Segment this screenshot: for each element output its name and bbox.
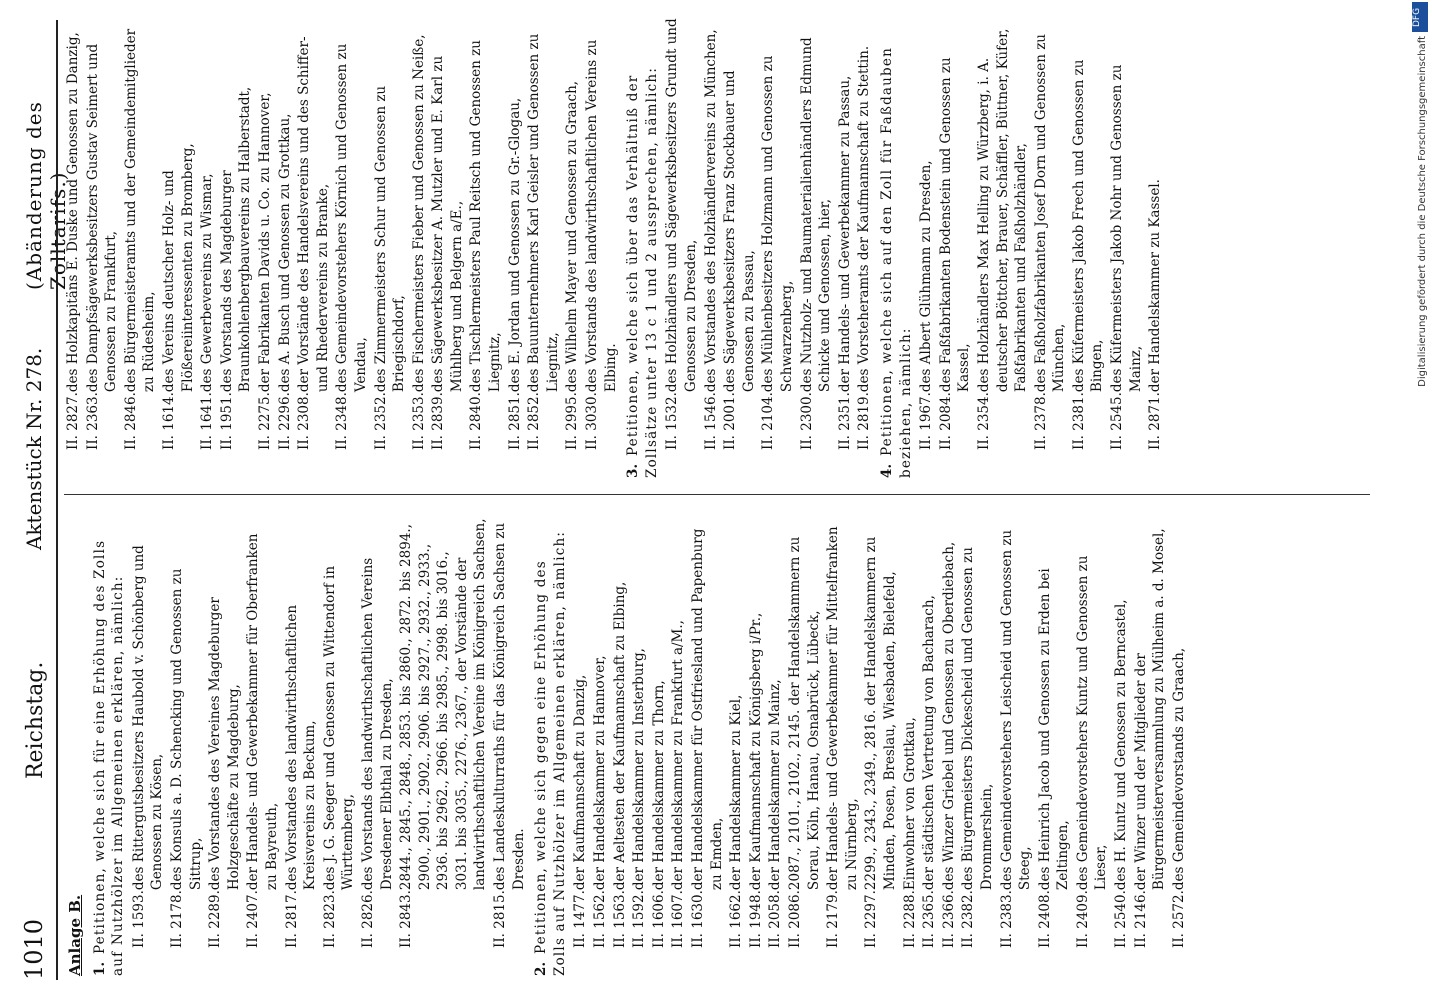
petition-id: II. 1614. — [160, 392, 177, 450]
petition-text: des Vorstands des landwirthschaftlichen Vereins Dresdener Elbthal zu Dresden, — [359, 557, 395, 891]
petition-id: II. 2104. — [760, 392, 777, 450]
petition-id: II. 1562. — [592, 890, 609, 948]
petition-text: des Faßholzfabrikanten Josef Dorn und Genossen zu München, — [1032, 34, 1068, 393]
petition-id: II. 2826. — [359, 890, 376, 948]
petition-text: des Bürgermeisters Dickescheid und Genossen zu Drommershein, — [960, 547, 995, 891]
petition-text: des Bauunternehmers Karl Geisler und Genossen zu Liegnitz, — [526, 33, 561, 393]
petition-id: II. 2817. — [283, 890, 300, 948]
running-head-right: (Abänderung des Zolltarifs.) — [22, 101, 70, 290]
petition-entry — [998, 516, 1035, 976]
petition-entry — [798, 18, 835, 478]
petition-id: II. 2572. — [1170, 890, 1187, 948]
petition-text: des Albert Glühmann zu Dresden, — [918, 160, 935, 393]
petition-entry — [84, 18, 121, 478]
petition-entry — [168, 516, 205, 976]
petition-entry — [1074, 516, 1111, 976]
petition-entry — [1112, 516, 1131, 976]
section-number: 2. — [533, 961, 550, 976]
petition-entry — [727, 516, 746, 976]
petition-text: des Gemeindevorstehers Körnich und Genossen zu Vendau, — [334, 43, 369, 393]
section-heading: Petitionen, welche sich über das Verhältniß der Zollsätze unter 13 c 1 und 2 aussprechen, nämlich: — [625, 66, 660, 478]
petition-id: II. 2178. — [168, 890, 185, 948]
petition-text: des Gewerbevereins zu Wismar, — [199, 173, 216, 393]
petition-text: des Vereins deutscher Holz- und Flößereiinteressenten zu Bromberg, — [160, 143, 196, 393]
petition-entry — [276, 18, 295, 478]
petition-entry — [1146, 18, 1165, 478]
petition-text: des Winzer Griebel und Genossen zu Oberdiebach, — [940, 541, 957, 891]
petition-entry — [429, 18, 466, 478]
petition-text: des H. Kuntz und Genossen zu Berncastel, — [1113, 599, 1130, 891]
petition-text: des Rittergutsbesitzers Haubold v. Schönberg und Genossen zu Kösen, — [130, 545, 166, 891]
petition-id: II. 2383. — [998, 890, 1015, 948]
petition-text: der Fabrikanten Davids u. Co. zu Hannover, — [256, 92, 273, 393]
petition-text: des Faßfabrikanten Bodenstein und Genossen zu Kassel, — [937, 57, 973, 393]
petition-id: II. 2179. — [825, 890, 842, 948]
header-rule — [56, 20, 58, 980]
petition-text: der Kaufmannschaft zu Danzig, — [572, 674, 589, 891]
petition-text: der Handelskammer zu Mainz, — [767, 679, 784, 891]
petition-id: II. 2871. — [1147, 392, 1164, 450]
running-head-center: Aktenstück Nr. 278. — [22, 347, 46, 550]
petition-entry — [669, 516, 688, 976]
right-column — [64, 18, 1166, 478]
petition-id: II. 2275. — [256, 392, 273, 450]
petition-text: des Gemeindevorstehers Kuntz und Genossen zu Lieser, — [1074, 555, 1110, 891]
petition-text: des Zimmermeisters Schur und Genossen zu Briegischdorf, — [372, 85, 408, 393]
dfg-badge — [1404, 2, 1430, 422]
petition-entry — [410, 18, 429, 478]
petition-entry — [786, 516, 823, 976]
petition-text: des Fischermeisters Fieber und Genossen zu Neiße, — [410, 34, 427, 393]
petition-text: des Küfermeisters Jakob Frech und Genossen zu Bingen, — [1070, 59, 1106, 393]
petition-text: des Holzhändlers Max Helling zu Würzberg, i. A. deutscher Böttcher, Brauer, Schäffler, Büttner, Küfer, Faßfabrikanten und Faßholzhändler, — [975, 28, 1030, 393]
petition-entry — [206, 516, 243, 976]
petition-entry — [295, 18, 332, 478]
petition-text: des Vorstands des landwirthschaftlichen Vereins zu Elbing. — [584, 39, 619, 393]
petition-text: der Handelskammer zu Hannover, — [592, 655, 609, 891]
petition-id: II. 2407. — [245, 890, 262, 948]
petition-entry — [747, 516, 766, 976]
running-head-left — [20, 662, 48, 980]
petition-id: II. 1630. — [690, 890, 706, 948]
petition-text: des J. G. Seeger und Genossen zu Wittendorf in Württemberg, — [321, 565, 357, 891]
petition-entry — [64, 18, 83, 478]
petition-text: des Tischlermeisters Paul Reitsch und Genossen zu Liegnitz, — [468, 40, 504, 393]
petition-id: II. 1532. — [664, 392, 681, 450]
petition-entry — [1132, 516, 1169, 976]
petition-id: II. 2846. — [122, 392, 139, 450]
anlage-heading: Anlage B. — [66, 894, 84, 976]
section-3 — [624, 18, 661, 478]
petition-text: der Handelskammer zu Frankfurt a/M., — [670, 620, 687, 891]
petition-id: II. 1967. — [918, 392, 935, 450]
petition-entry — [836, 18, 855, 478]
petition-id: II. 2545. — [1109, 392, 1126, 450]
section-1-entries — [130, 516, 528, 976]
petition-text: des Vorsteheramts der Kaufmannschaft zu Stettin. — [856, 45, 873, 393]
petition-text: des Landeskulturraths für das Königreich Sachsen zu Dresden. — [492, 522, 527, 891]
section-3-entries — [663, 18, 874, 478]
petition-entry — [218, 18, 255, 478]
petition-id: II. 2540. — [1113, 890, 1130, 948]
petition-entry — [506, 18, 525, 478]
petition-id: II. 2363. — [84, 392, 101, 450]
petition-text: des Gemeindevorstehers Leischeid und Genossen zu Steeg, — [998, 529, 1034, 891]
petition-text: der Handels- und Gewerbekammer für Oberfranken zu Bayreuth, — [245, 533, 280, 891]
petition-entry — [721, 18, 758, 478]
petition-entry — [689, 516, 726, 976]
petition-entry — [333, 18, 370, 478]
petition-text: des Nutzholz- und Baumaterialienhändlers Edmund Schicke und Genossen, hier, — [798, 37, 834, 393]
section-4 — [878, 18, 915, 478]
petition-id: II. 1563. — [611, 890, 628, 948]
petition-id: II. 2852. — [526, 392, 543, 450]
petition-text: der Handelskammer zu Insterburg, — [631, 648, 648, 891]
petition-id: II. 2288. — [901, 890, 918, 948]
petition-entry — [1032, 18, 1069, 478]
section-4-entries — [917, 18, 1165, 478]
petition-id: II. 1662. — [728, 890, 745, 948]
petition-entry — [359, 516, 396, 976]
section-number: 1. — [91, 961, 108, 976]
petition-text: der Winzer und der Mitglieder der Bürgermeisterversammlung zu Mülheim a. d. Mosel, — [1132, 528, 1168, 891]
petition-text: der Aeltesten der Kaufmannschaft zu Elbing, — [611, 581, 628, 891]
petition-entry — [663, 18, 700, 478]
petition-id: II. 2366. — [940, 890, 957, 948]
dfg-notice: Digitalisierung gefördert durch die Deutsche Forschungsgemeinschaft — [1417, 36, 1428, 387]
petition-id: II. 2354. — [975, 392, 992, 450]
petition-entry — [920, 516, 939, 976]
petition-id: II. 1606. — [650, 890, 667, 948]
petition-text: des Heinrich Jacob und Genossen zu Erden bei Zeltingen, — [1036, 568, 1072, 891]
petition-id: II. 2084. — [937, 392, 954, 450]
petition-entry — [283, 516, 320, 976]
petition-id: II. 2815. — [492, 890, 509, 948]
petition-id: II. 2995. — [564, 392, 581, 450]
petition-entry — [766, 516, 785, 976]
petition-id: II. 2819. — [856, 392, 873, 450]
petition-text: 2844., 2845., 2848., 2853. bis 2860., 2872. bis 2894., 2900., 2901., 2902., 2906. bis 2927., 2932., 2933., 2936. bis 2962., 2966. bis 2985., 2998. bis 3016., 3031. bis 3035., 2276., 2367., der Vorstände der landwirthschaftlichen Vereine im Königreich Sachsen, — [398, 518, 489, 891]
petition-entry — [583, 18, 620, 478]
petition-entry — [130, 516, 167, 976]
petition-id: II. 2058. — [767, 890, 784, 948]
petition-text: der Handelskammer zu Thorn, — [650, 680, 667, 891]
petition-id: II. 2408. — [1036, 890, 1053, 948]
petition-entry — [244, 516, 281, 976]
petition-id: II. 2086. — [786, 890, 803, 948]
petition-id: II. 3030. — [584, 392, 601, 450]
petition-id: II. 2365. — [921, 890, 938, 948]
section-number: 3. — [625, 463, 642, 478]
petition-entry — [1070, 18, 1107, 478]
petition-id: II. 2289. — [207, 890, 224, 948]
dfg-logo: DFG — [1412, 2, 1428, 32]
petition-text: des Sägewerksbesitzers Franz Stockbauer und Genossen zu Passau, — [722, 70, 757, 393]
column-divider — [64, 494, 1370, 495]
petition-text: des Küfermeisters Jakob Nohr und Genossen zu Mainz, — [1109, 64, 1144, 393]
petition-entry — [1170, 516, 1189, 976]
petition-entry — [937, 18, 974, 478]
petition-entry — [563, 18, 582, 478]
petition-entry — [901, 516, 920, 976]
petition-entry — [397, 516, 490, 976]
petition-text: des Wilhelm Mayer und Genossen zu Graach, — [564, 80, 581, 393]
petition-entry — [650, 516, 669, 976]
section-2-entries — [571, 516, 1188, 976]
petition-entry — [122, 18, 159, 478]
petition-id: II. 1593. — [130, 890, 147, 948]
petition-text: des Holzhändlers und Sägewerksbesitzers Grundt und Genossen zu Dresden, — [664, 18, 699, 393]
petition-text: des Holzkapitäns E. Duske und Genossen zu Danzig, — [65, 32, 81, 393]
petition-entry — [591, 516, 610, 976]
petition-entry — [824, 516, 861, 976]
petition-entry — [372, 18, 409, 478]
petition-text: des Bürgermeisteramts und der Gemeindemitglieder zu Rüdesheim, — [122, 28, 158, 393]
petition-id: II. 2381. — [1070, 392, 1087, 450]
petition-text: der Kaufmannschaft zu Königsberg i/Pr., — [747, 612, 764, 891]
petition-text: der Handels- und Gewerbekammer für Mittelfranken zu Nürnberg, — [825, 526, 860, 891]
petition-entry — [467, 18, 504, 478]
petition-id: II. 2146. — [1132, 890, 1149, 948]
petition-text: des Sägewerksbesitzer A. Mutzler und E. Karl zu Mühlberg und Belgern a/E., — [430, 55, 465, 393]
petition-text: des Vorstandes des Holzhändlervereins zu München, — [702, 29, 719, 393]
petition-entry — [702, 18, 721, 478]
petition-text: des Dampfsägewerksbesitzers Gustav Seimert und Genossen zu Frankfurt, — [84, 43, 120, 393]
petition-id: II. 2352. — [372, 392, 389, 450]
petition-id: II. 2297. — [863, 890, 880, 948]
petition-id: II. 1948. — [747, 890, 764, 948]
petition-id: II. 2839. — [430, 392, 447, 450]
continued-entries — [64, 18, 620, 478]
petition-id: II. 2843. — [398, 890, 415, 948]
petition-text: des Gemeindevorstands zu Graach, — [1170, 647, 1187, 891]
left-column — [64, 516, 1189, 976]
page-number: 1010 — [20, 918, 48, 980]
petition-text: des A. Busch und Genossen zu Grottkau, — [276, 113, 293, 393]
petition-text: 2299., 2343., 2349., 2816. der Handelskammern zu Minden, Posen, Breslau, Wiesbaden, Bielefeld, — [863, 536, 898, 891]
petition-text: der Handelskammer zu Kiel, — [728, 694, 745, 891]
petition-id: II. 2353. — [410, 392, 427, 450]
petition-id: II. 2308. — [296, 392, 313, 450]
petition-id: II. 2827. — [65, 392, 81, 450]
petition-entry — [630, 516, 649, 976]
petition-id: II. 2351. — [836, 392, 853, 450]
petition-entry — [256, 18, 275, 478]
petition-entry — [160, 18, 197, 478]
petition-text: des Vorstandes des Vereines Magdeburger Holzgeschäfte zu Magdeburg, — [207, 597, 242, 891]
petition-id: II. 2409. — [1074, 890, 1091, 948]
petition-id: II. 2851. — [506, 392, 523, 450]
petition-text: des Konsuls a. D. Schencking und Genossen zu Sittrup, — [168, 568, 204, 891]
petition-entry — [855, 18, 874, 478]
section-heading: Petitionen, welche sich gegen eine Erhöhung des Zolls auf Nutzhölzer im Allgemeinen erklären, nämlich: — [533, 530, 568, 976]
petition-id: II. 2300. — [798, 392, 815, 450]
petition-id: II. 1951. — [218, 392, 235, 450]
petition-id: II. 1641. — [199, 392, 216, 450]
petition-text: der städtischen Vertretung von Bacharach, — [921, 595, 938, 891]
petition-text: des Mühlenbesitzers Holzmann und Genossen zu Schwarzenberg, — [760, 55, 795, 393]
petition-id: II. 2001. — [722, 392, 739, 450]
petition-id: II. 2840. — [468, 392, 485, 450]
petition-entry — [571, 516, 590, 976]
petition-text: der Handelskammer zu Kassel. — [1147, 179, 1164, 393]
petition-entry — [198, 18, 217, 478]
petition-id: II. 2348. — [334, 392, 351, 450]
petition-entry — [1036, 516, 1073, 976]
petition-id: II. 2296. — [276, 392, 293, 450]
petition-entry — [1108, 18, 1145, 478]
petition-entry — [862, 516, 899, 976]
section-heading: Petitionen, welche sich auf den Zoll für Faßdauben beziehen, nämlich: — [878, 47, 914, 478]
petition-text: Einwohner von Grottkau, — [901, 717, 918, 891]
petition-entry — [940, 516, 959, 976]
petition-id: II. 1546. — [702, 392, 719, 450]
petition-entry — [959, 516, 996, 976]
petition-text: des E. Jordan und Genossen zu Gr.-Glogau, — [506, 97, 523, 393]
petition-entry — [525, 18, 562, 478]
petition-id: II. 2382. — [960, 890, 977, 948]
running-head — [12, 20, 70, 980]
section-2 — [532, 516, 569, 976]
section-heading: Petitionen, welche sich für eine Erhöhung des Zolls auf Nutzhölzer im Allgemeinen erklären, nämlich: — [91, 539, 127, 976]
petition-text: des Vorstands des Magdeburger Braunkohlenbergbauvereins zu Halberstadt, — [218, 86, 254, 393]
petition-text: der Handelskammer für Ostfriesland und Papenburg zu Emden, — [690, 528, 725, 891]
section-number: 4. — [878, 463, 895, 478]
petition-id: II. 2378. — [1032, 392, 1049, 450]
petition-entry — [491, 516, 528, 976]
petition-id: II. 1477. — [572, 890, 589, 948]
petition-id: II. 2823. — [321, 890, 338, 948]
petition-entry — [975, 18, 1031, 478]
petition-id: II. 1592. — [631, 890, 648, 948]
petition-id: II. 1607. — [670, 890, 687, 948]
petition-entry — [321, 516, 358, 976]
petition-text: der Vorstände des Handelsvereins und des Schiffer- und Rhedervereins zu Branke, — [296, 36, 331, 393]
petition-text: der Handels- und Gewerbekammer zu Passau, — [836, 75, 853, 393]
running-head-reichstag: Reichstag. — [23, 661, 48, 780]
petition-text: des Vorstandes des landwirthschaftlichen Kreisvereins zu Beckum, — [283, 604, 319, 891]
petition-entry — [611, 516, 630, 976]
petition-text: 2087., 2101., 2102., 2145. der Handelskammern zu Sorau, Köln, Hanau, Osnabrück, Lübeck, — [786, 536, 822, 891]
section-1 — [91, 516, 128, 976]
petition-entry — [917, 18, 936, 478]
petition-entry — [759, 18, 796, 478]
